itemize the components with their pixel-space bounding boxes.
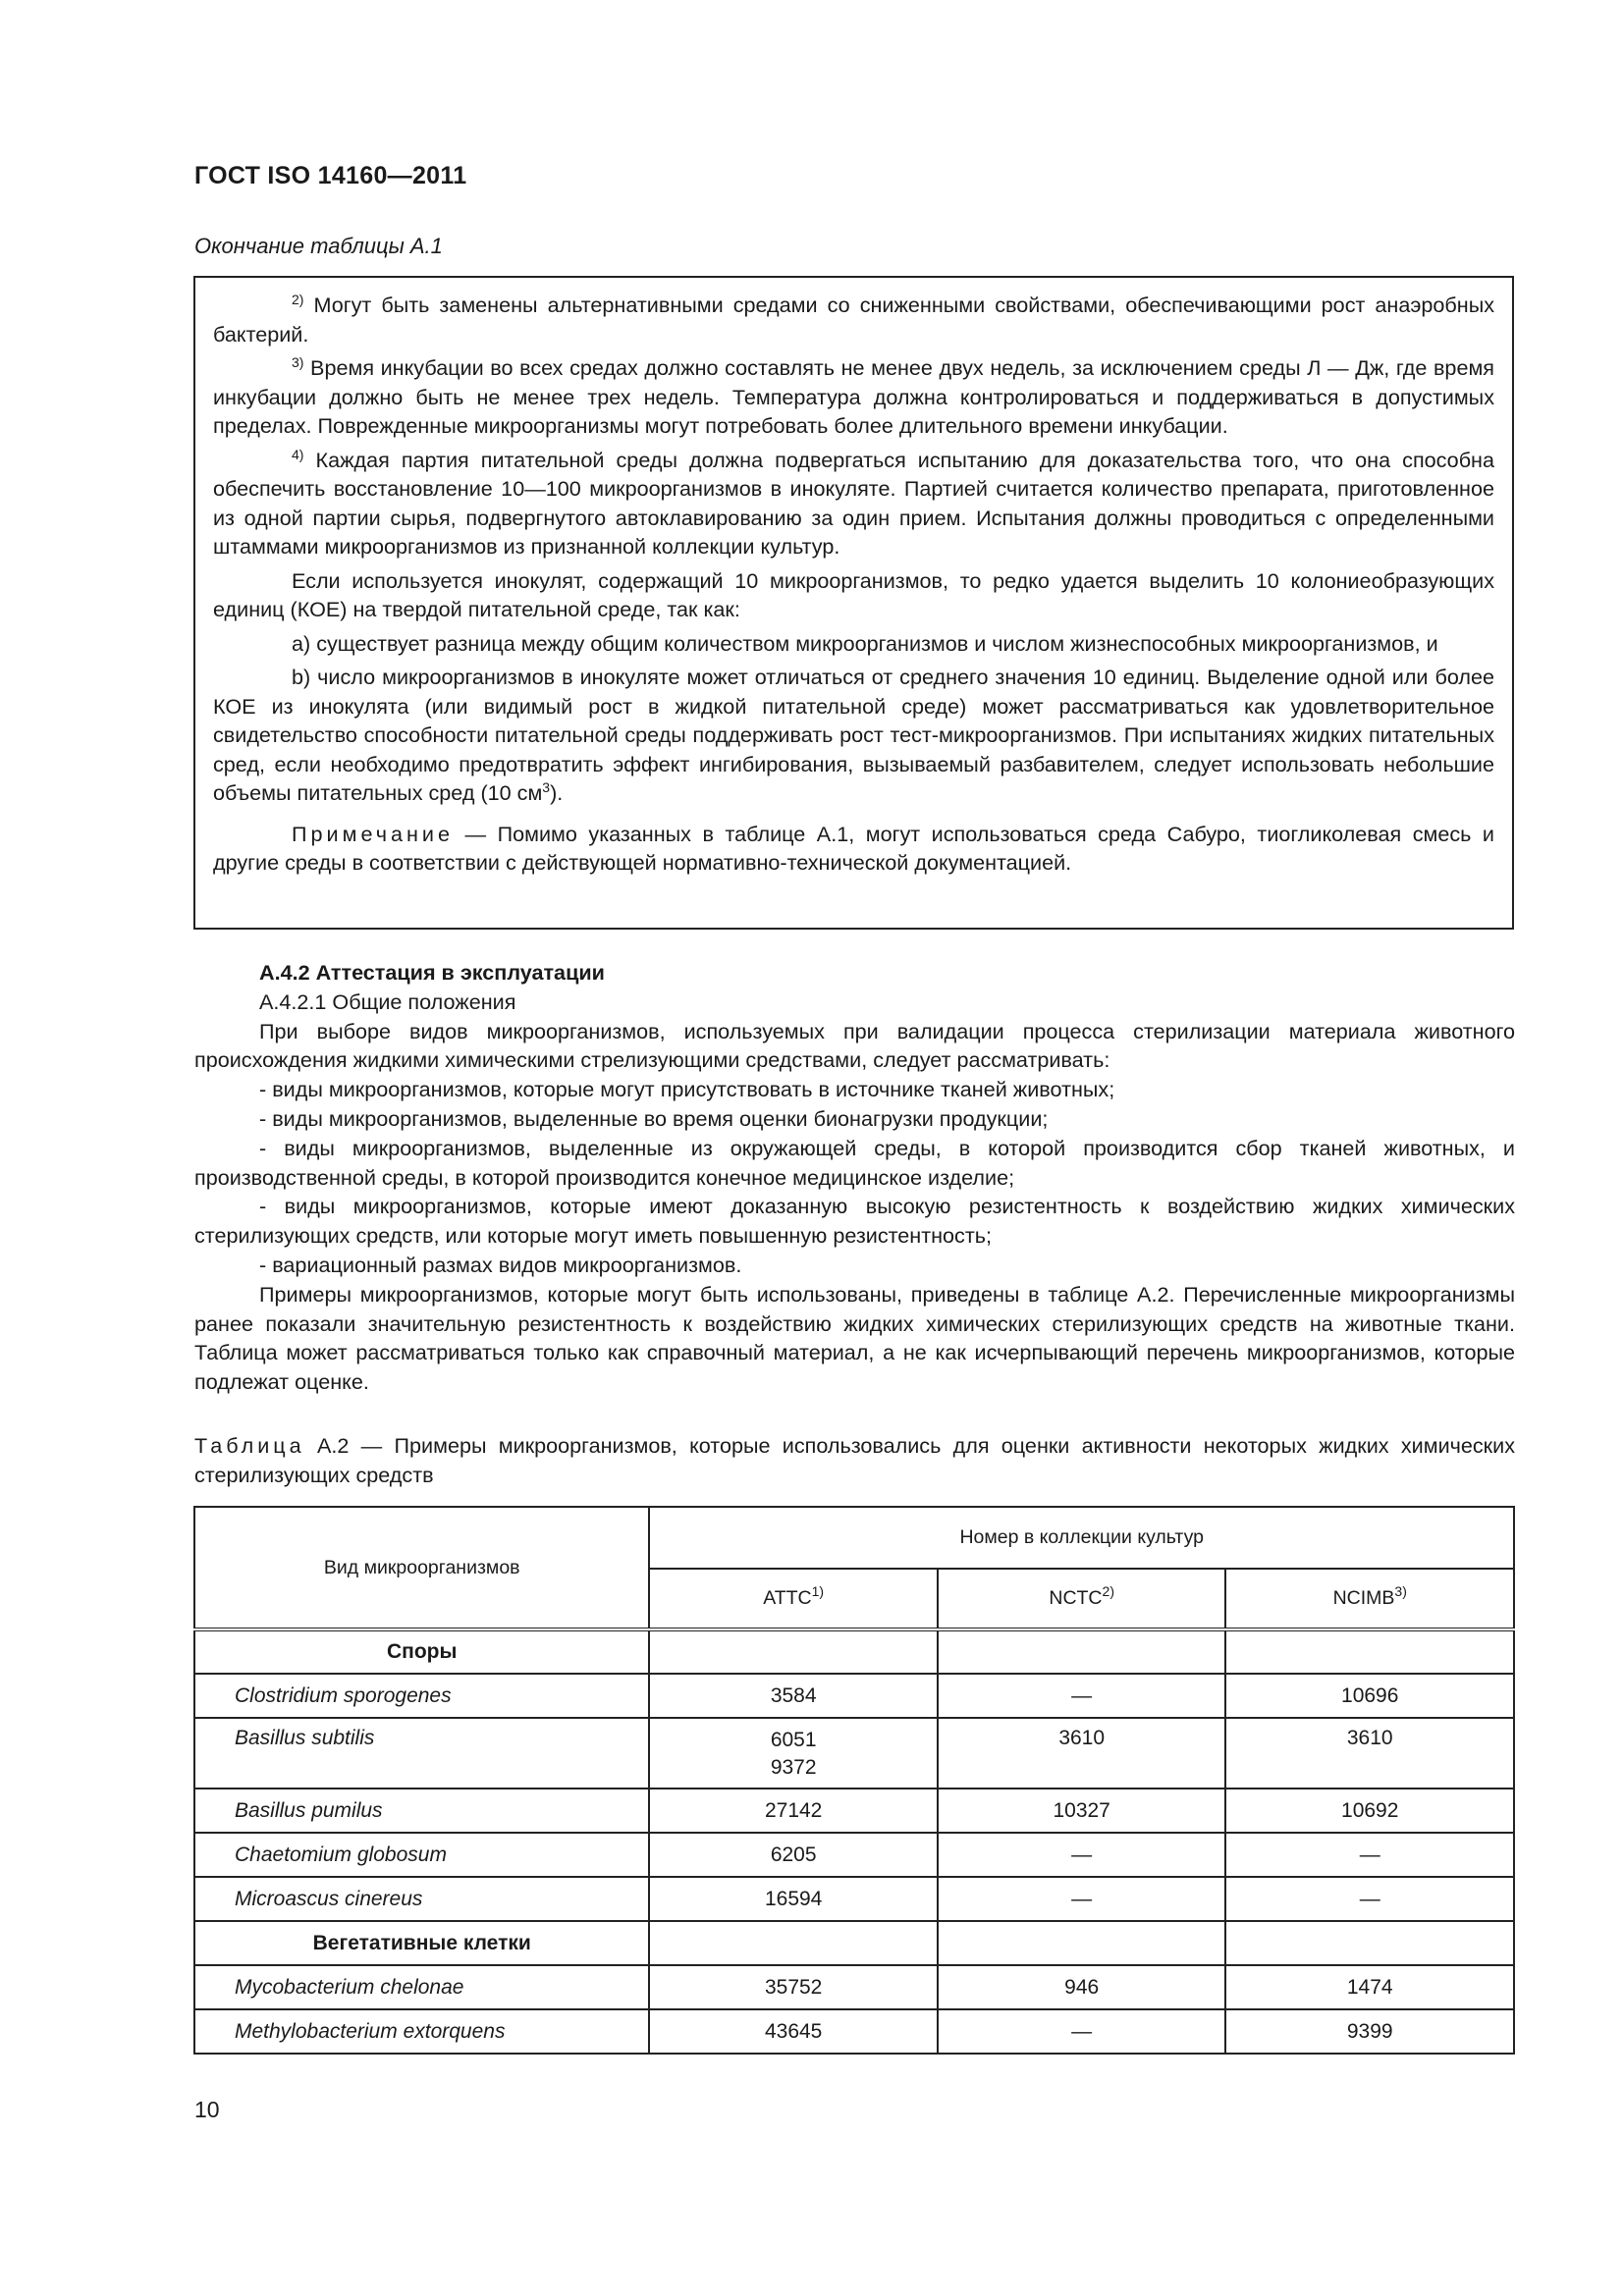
footnote-4 [213, 446, 1494, 561]
section-a-4-2 [194, 958, 1515, 1397]
column-header-ncimb [1225, 1569, 1514, 1629]
ncimb-cell: 10692 [1225, 1789, 1514, 1833]
subsection-heading: А.4.2.1 Общие положения [259, 988, 516, 1014]
inoculant-paragraph: Если используется инокулят, содержащий 10 микроорганизмов, то редко удается выделить 10 колониеобразующих единиц (КОЕ) на твердой питательной среде, так как: [213, 567, 1494, 621]
footnote-marker: 2) [292, 292, 304, 307]
list-item-b-text: b) число микроорганизмов в инокуляте может отличаться от среднего значения 10 единиц. Выделение одной или более КОЕ из инокулята (или видимый рост в жидкой питательной среде) может рассматриваться как удовлетворительное свидетельство способности питательной среды поддерживать рост тест-микроорганизмов. При испытаниях жидких питательных сред, если необходимо предотвратить эффект ингибирования, вызываемый разбавителем, следует использовать небольшие объемы питательных сред (10 см [213, 665, 1494, 805]
note-label: Примечание [292, 821, 454, 846]
bullet-item: - виды микроорганизмов, которые могут присутствовать в источнике тканей животных; [259, 1077, 1115, 1102]
species-cell: Methylobacterium extorquens [194, 2009, 649, 2054]
superscript: 3 [542, 779, 551, 795]
table-caption-label: Таблица [194, 1433, 305, 1458]
table-row [194, 1877, 1514, 1921]
species-cell: Microascus cinereus [194, 1877, 649, 1921]
attc-cell: 16594 [649, 1877, 938, 1921]
footnote-marker: 3) [1394, 1583, 1407, 1599]
attc-value: 6051 [770, 1729, 817, 1751]
column-header-nctc [938, 1569, 1226, 1629]
table-cell [938, 1629, 1226, 1674]
ncimb-cell: 10696 [1225, 1674, 1514, 1718]
nctc-cell: — [938, 1877, 1226, 1921]
page-number: 10 [194, 2097, 220, 2122]
footnote-marker: 4) [292, 446, 304, 462]
species-cell: Clostridium sporogenes [194, 1674, 649, 1718]
nctc-cell: 946 [938, 1965, 1226, 2009]
attc-cell: 27142 [649, 1789, 938, 1833]
footnote-marker: 2) [1102, 1583, 1114, 1599]
column-header-collection: Номер в коллекции культур [649, 1507, 1514, 1569]
table-note [213, 820, 1494, 878]
attc-cell: 3584 [649, 1674, 938, 1718]
footnote-2 [213, 291, 1494, 348]
attc-value: 9372 [770, 1756, 817, 1779]
table-caption [194, 1431, 1515, 1489]
species-cell: Chaetomium globosum [194, 1833, 649, 1877]
group-row-vegetative: Вегетативные клетки [194, 1921, 649, 1965]
table-continuation-label: Окончание таблицы А.1 [194, 234, 443, 258]
ncimb-cell: — [1225, 1833, 1514, 1877]
table-notes-box [193, 276, 1514, 930]
footnote-text: Время инкубации во всех средах должно составлять не менее двух недель, за исключением среды Л — Дж, где время инкубации должно быть не менее трех недель. Температура должна контролироваться и поддерживаться в допустимых пределах. Поврежденные микроорганизмы могут потребовать более длительного времени инкубации. [213, 355, 1494, 438]
table-cell [649, 1921, 938, 1965]
column-header-attc [649, 1569, 938, 1629]
group-row-spores: Споры [194, 1629, 649, 1674]
table-row [194, 1718, 1514, 1789]
note-text: — Помимо указанных в таблице А.1, могут использоваться среда Сабуро, тиогликолевая смесь и другие среды в соответствии с действующей нормативно-технической документацией. [213, 821, 1494, 875]
footnote-marker: 3) [292, 354, 304, 370]
list-item-b [213, 663, 1494, 808]
nctc-cell: 3610 [938, 1718, 1226, 1789]
attc-cell [649, 1718, 938, 1789]
attc-cell: 35752 [649, 1965, 938, 2009]
footnote-text: Каждая партия питательной среды должна подвергаться испытанию для доказательства того, что она способна обеспечить восстановление 10—100 микроорганизмов в инокуляте. Партией считается количество препарата, приготовленное из одной партии сырья, подвергнутого автоклавированию за один прием. Испытания должны проводиться с определенными штаммами микроорганизмов из признанной коллекции культур. [213, 447, 1494, 559]
footnote-marker: 1) [811, 1583, 825, 1599]
bullet-item: - виды микроорганизмов, которые имеют доказанную высокую резистентность к воздействию жидких химических стерилизующих средств, или которые могут иметь повышенную резистентность; [194, 1194, 1515, 1249]
ncimb-cell: 9399 [1225, 2009, 1514, 2054]
section-heading: А.4.2 Аттестация в эксплуатации [259, 960, 605, 985]
footnote-text: Могут быть заменены альтернативными средами со сниженными свойствами, обеспечивающими рост анаэробных бактерий. [213, 293, 1495, 347]
ncimb-cell: 1474 [1225, 1965, 1514, 2009]
table-cell [1225, 1921, 1514, 1965]
column-header-species: Вид микроорганизмов [194, 1507, 649, 1629]
table-cell [938, 1921, 1226, 1965]
table-row [194, 1833, 1514, 1877]
ncimb-cell: — [1225, 1877, 1514, 1921]
table-caption-text: А.2 — Примеры микроорганизмов, которые использовались для оценки активности некоторых жидких химических стерилизующих средств [194, 1433, 1515, 1487]
table-cell [1225, 1629, 1514, 1674]
bullet-item: - виды микроорганизмов, выделенные из окружающей среды, в которой производится сбор тканей животных, и производственной среды, в которой производится конечное медицинское изделие; [194, 1135, 1515, 1190]
nctc-cell: — [938, 2009, 1226, 2054]
ncimb-cell: 3610 [1225, 1718, 1514, 1789]
attc-cell: 6205 [649, 1833, 938, 1877]
table-row [194, 1965, 1514, 2009]
table-row [194, 1674, 1514, 1718]
intro-paragraph: При выборе видов микроорганизмов, используемых при валидации процесса стерилизации материала животного происхождения жидкими химическими стрелизующими средствами, следует рассматривать: [194, 1018, 1515, 1073]
species-cell: Basillus subtilis [194, 1718, 649, 1789]
table-row [194, 2009, 1514, 2054]
list-item-b-end: ). [550, 780, 564, 805]
nctc-cell: — [938, 1833, 1226, 1877]
column-header-attc-text: АТТС [763, 1587, 812, 1609]
footnote-3 [213, 353, 1494, 441]
species-cell: Mycobacterium chelonae [194, 1965, 649, 2009]
column-header-ncimb-text: NCIMB [1332, 1587, 1395, 1609]
microorganisms-table [193, 1506, 1515, 2055]
column-header-nctc-text: NCTC [1049, 1587, 1103, 1609]
table-cell [649, 1629, 938, 1674]
list-item-a: а) существует разница между общим количеством микроорганизмов и числом жизнеспособных микроорганизмов, и [292, 630, 1438, 656]
attc-cell: 43645 [649, 2009, 938, 2054]
bullet-item: - вариационный размах видов микроорганизмов. [259, 1252, 742, 1277]
bullet-item: - виды микроорганизмов, выделенные во время оценки бионагрузки продукции; [259, 1105, 1049, 1131]
nctc-cell: 10327 [938, 1789, 1226, 1833]
document-header: ГОСТ ISO 14160—2011 [194, 162, 467, 189]
nctc-cell: — [938, 1674, 1226, 1718]
examples-paragraph: Примеры микроорганизмов, которые могут быть использованы, приведены в таблице А.2. Перечисленные микроорганизмы ранее показали значительную резистентность к воздействию жидких химических стерилизующих средств на животные ткани. Таблица может рассматриваться только как справочный материал, а не как исчерпывающий перечень микроорганизмов, которые подлежат оценке. [194, 1281, 1515, 1395]
species-cell: Basillus pumilus [194, 1789, 649, 1833]
table-row [194, 1789, 1514, 1833]
